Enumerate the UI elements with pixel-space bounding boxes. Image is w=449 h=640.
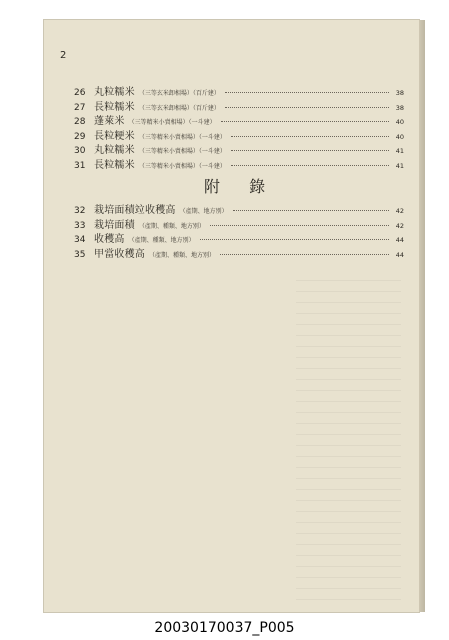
leader-dots: [231, 136, 389, 137]
entry-page: 44: [395, 250, 404, 259]
entry-title: 丸粒糯米: [94, 145, 135, 157]
leader-dots: [231, 150, 389, 151]
entry-number: 34: [74, 235, 86, 246]
entry-title: 長粒糯米: [94, 101, 135, 113]
table-of-contents: [74, 83, 404, 171]
toc-entry: [74, 112, 404, 127]
document-page: [44, 20, 419, 612]
appendix-entry: [74, 216, 404, 231]
entry-note: （產期、種類、地方別）: [149, 251, 216, 259]
entry-note: （產期、種類、地方別）: [138, 222, 205, 230]
page-number: 2: [60, 50, 67, 61]
entry-page: 38: [395, 89, 404, 97]
show-through-texture: [296, 270, 401, 600]
entry-title: 收穫高: [94, 234, 125, 246]
entry-number: 30: [74, 146, 86, 157]
entry-title: 長粒粳米: [94, 130, 135, 142]
entry-page: 38: [395, 103, 404, 112]
appendix-heading: 附 錄: [204, 177, 278, 196]
entry-note: （產期、種類、地方別）: [128, 237, 195, 245]
appendix-entry: [74, 230, 404, 245]
entry-title: 栽培面積: [94, 219, 135, 231]
leader-dots: [210, 225, 389, 226]
entry-page: 41: [395, 161, 404, 170]
leader-dots: [225, 107, 389, 108]
entry-number: 31: [74, 160, 86, 171]
leader-dots: [233, 210, 389, 211]
entry-title: 長粒糯米: [94, 159, 135, 171]
leader-dots: [225, 92, 389, 93]
page-edge: [419, 20, 425, 612]
toc-entry: [74, 127, 404, 142]
entry-title: 蓬萊米: [94, 116, 125, 128]
entry-note: （產期、地方別）: [179, 208, 228, 215]
leader-dots: [220, 254, 389, 255]
entry-note: （三等精米小賣相場）（一斗建）: [138, 148, 226, 156]
toc-entry: [74, 83, 404, 98]
entry-number: 26: [74, 88, 86, 98]
entry-note: （三等精米小賣相場）（一斗建）: [138, 133, 226, 141]
entry-page: 41: [395, 147, 404, 156]
entry-page: 40: [395, 132, 404, 141]
leader-dots: [200, 239, 389, 240]
entry-number: 29: [74, 131, 86, 142]
entry-note: （三等精米小賣相場）（一斗建）: [128, 119, 216, 127]
entry-number: 28: [74, 117, 86, 128]
entry-number: 27: [74, 102, 86, 113]
entry-note: （三等玄米卸相場）（百斤建）: [138, 90, 220, 97]
toc-entry: [74, 141, 404, 156]
entry-page: 40: [395, 118, 404, 127]
entry-title: 栽培面積竝收穫高: [94, 205, 176, 216]
appendix-entry: [74, 201, 404, 216]
toc-entry: [74, 156, 404, 171]
entry-title: 甲當收穫高: [94, 248, 145, 260]
leader-dots: [221, 121, 389, 122]
appendix-entry: [74, 245, 404, 260]
entry-number: 35: [74, 249, 86, 260]
entry-page: 42: [395, 207, 404, 215]
entry-page: 42: [395, 221, 404, 230]
entry-note: （三等精米小賣相場）（一斗建）: [138, 162, 226, 170]
leader-dots: [231, 165, 389, 166]
image-caption: 20030170037_P005: [154, 620, 295, 636]
entry-page: 44: [395, 236, 404, 245]
toc-entry: [74, 98, 404, 113]
entry-number: 32: [74, 206, 86, 216]
entry-note: （三等玄米卸相場）（百斤建）: [138, 104, 220, 112]
entry-title: 丸粒糯米: [94, 87, 135, 98]
entry-number: 33: [74, 220, 86, 231]
appendix-contents: [74, 201, 404, 259]
